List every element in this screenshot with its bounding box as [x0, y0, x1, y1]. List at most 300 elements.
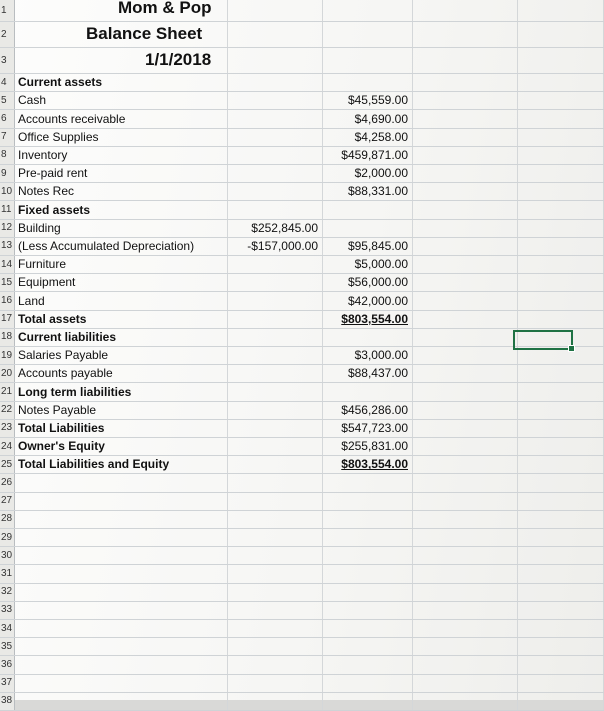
cell-a[interactable] — [15, 456, 228, 473]
balance-value: $5,000.00 — [354, 257, 408, 272]
cell-d[interactable] — [413, 456, 518, 473]
cell-c[interactable] — [323, 565, 413, 582]
cell-c[interactable] — [323, 22, 413, 47]
cell-c[interactable] — [323, 365, 413, 382]
row-header[interactable]: 33 — [0, 602, 15, 619]
sheet-row[interactable] — [0, 511, 604, 529]
row-header[interactable]: 1 — [0, 0, 15, 21]
fill-handle[interactable] — [568, 345, 575, 352]
cell-e[interactable] — [518, 74, 604, 91]
row-label: Furniture — [18, 257, 67, 272]
row-header[interactable]: 12 — [0, 220, 15, 237]
cell-d[interactable] — [413, 220, 518, 237]
cell-b[interactable] — [228, 92, 323, 109]
row-header[interactable]: 18 — [0, 329, 15, 346]
cell-c[interactable] — [323, 602, 413, 619]
sheet-row[interactable] — [0, 565, 604, 583]
cell-b[interactable] — [228, 238, 323, 255]
sheet-row[interactable] — [0, 220, 604, 238]
row-header[interactable]: 11 — [0, 201, 15, 218]
sheet-row[interactable] — [0, 420, 604, 438]
sheet-row[interactable] — [0, 675, 604, 693]
sheet-row[interactable] — [0, 438, 604, 456]
amount-value: $252,845.00 — [251, 220, 318, 235]
cell-b[interactable] — [228, 256, 323, 273]
cell-e[interactable] — [518, 48, 604, 73]
cell-b[interactable] — [228, 529, 323, 546]
row-header[interactable]: 19 — [0, 347, 15, 364]
cell-d[interactable] — [413, 0, 518, 21]
row-label: Current liabilities — [18, 329, 117, 344]
cell-c[interactable] — [323, 620, 413, 637]
cell-e[interactable] — [518, 0, 604, 21]
cell-d[interactable] — [413, 329, 518, 346]
sheet-row[interactable] — [0, 529, 604, 547]
cell-a[interactable] — [15, 220, 228, 237]
cell-b[interactable] — [228, 620, 323, 637]
row-header[interactable]: 4 — [0, 74, 15, 91]
cell-e[interactable] — [518, 165, 604, 182]
cell-b[interactable] — [228, 165, 323, 182]
sheet-row[interactable] — [0, 656, 604, 674]
cell-a[interactable] — [15, 529, 228, 546]
row-header[interactable]: 16 — [0, 292, 15, 309]
cell-a[interactable] — [15, 511, 228, 528]
cell-e[interactable] — [518, 201, 604, 218]
cell-c[interactable] — [323, 110, 413, 127]
cell-c[interactable] — [323, 347, 413, 364]
row-header[interactable]: 26 — [0, 474, 15, 491]
row-header[interactable]: 2 — [0, 22, 15, 47]
cell-d[interactable] — [413, 238, 518, 255]
cell-a[interactable] — [15, 201, 228, 218]
row-label: Fixed assets — [18, 202, 91, 217]
cell-b[interactable] — [228, 183, 323, 200]
balance-value: $2,000.00 — [354, 166, 408, 181]
row-header[interactable]: 23 — [0, 420, 15, 437]
cell-c[interactable] — [323, 474, 413, 491]
row-label: Notes Rec — [18, 184, 75, 199]
sheet-row[interactable] — [0, 256, 604, 274]
row-header[interactable]: 9 — [0, 165, 15, 182]
sheet-row[interactable] — [0, 238, 604, 256]
cell-e[interactable] — [518, 274, 604, 291]
balance-value: $95,845.00 — [347, 238, 408, 253]
cell-c[interactable] — [323, 129, 413, 146]
cell-d[interactable] — [413, 420, 518, 437]
balance-value: $255,831.00 — [341, 439, 408, 454]
cell-b[interactable] — [228, 129, 323, 146]
cell-e[interactable] — [518, 493, 604, 510]
cell-d[interactable] — [413, 620, 518, 637]
cell-d[interactable] — [413, 292, 518, 309]
cell-d[interactable] — [413, 493, 518, 510]
sheet-row[interactable] — [0, 547, 604, 565]
cell-c[interactable] — [323, 456, 413, 473]
cell-b[interactable] — [228, 638, 323, 655]
cell-c[interactable] — [323, 383, 413, 400]
cell-c[interactable] — [323, 0, 413, 21]
cell-e[interactable] — [518, 256, 604, 273]
cell-a[interactable] — [15, 420, 228, 437]
row-header[interactable]: 21 — [0, 383, 15, 400]
cell-a[interactable] — [15, 693, 228, 710]
cell-a[interactable] — [15, 147, 228, 164]
sheet-row[interactable] — [0, 693, 604, 711]
cell-d[interactable] — [413, 693, 518, 710]
cell-b[interactable] — [228, 693, 323, 710]
cell-c[interactable] — [323, 402, 413, 419]
cell-c[interactable] — [323, 74, 413, 91]
cell-b[interactable] — [228, 22, 323, 47]
balance-value: $459,871.00 — [341, 147, 408, 162]
row-header[interactable]: 25 — [0, 456, 15, 473]
row-label: Total assets — [18, 311, 87, 326]
row-header[interactable]: 38 — [0, 693, 15, 710]
balance-value: $456,286.00 — [341, 402, 408, 417]
cell-b[interactable] — [228, 292, 323, 309]
cell-a[interactable] — [15, 565, 228, 582]
cell-a[interactable] — [15, 74, 228, 91]
sheet-row[interactable] — [0, 456, 604, 474]
cell-e[interactable] — [518, 456, 604, 473]
cell-a[interactable] — [15, 22, 228, 47]
balance-value: $4,690.00 — [354, 111, 408, 126]
cell-e[interactable] — [518, 129, 604, 146]
row-label: Current assets — [18, 75, 103, 90]
cell-e[interactable] — [518, 474, 604, 491]
sheet-row[interactable] — [0, 493, 604, 511]
balance-value: $56,000.00 — [347, 275, 408, 290]
cell-a[interactable] — [15, 493, 228, 510]
row-label: Total Liabilities — [18, 420, 105, 435]
sheet-row[interactable] — [0, 92, 604, 110]
row-label: Accounts payable — [18, 366, 113, 381]
cell-c[interactable] — [323, 329, 413, 346]
cell-c[interactable] — [323, 493, 413, 510]
cell-d[interactable] — [413, 584, 518, 601]
cell-b[interactable] — [228, 584, 323, 601]
cell-d[interactable] — [413, 48, 518, 73]
row-header[interactable]: 13 — [0, 238, 15, 255]
cell-b[interactable] — [228, 311, 323, 328]
cell-b[interactable] — [228, 438, 323, 455]
cell-c[interactable] — [323, 256, 413, 273]
cell-a[interactable] — [15, 584, 228, 601]
cell-d[interactable] — [413, 602, 518, 619]
sheet-row[interactable] — [0, 365, 604, 383]
row-header[interactable]: 30 — [0, 547, 15, 564]
cell-a[interactable] — [15, 183, 228, 200]
sheet-title: 1/1/2018 — [145, 50, 212, 69]
amount-value: -$157,000.00 — [247, 238, 318, 253]
cell-b[interactable] — [228, 493, 323, 510]
cell-c[interactable] — [323, 547, 413, 564]
cell-a[interactable] — [15, 638, 228, 655]
row-label: Inventory — [18, 147, 68, 162]
cell-b[interactable] — [228, 383, 323, 400]
cell-b[interactable] — [228, 675, 323, 692]
cell-d[interactable] — [413, 274, 518, 291]
cell-b[interactable] — [228, 511, 323, 528]
row-header[interactable]: 29 — [0, 529, 15, 546]
cell-d[interactable] — [413, 402, 518, 419]
cell-c[interactable] — [323, 292, 413, 309]
cell-d[interactable] — [413, 183, 518, 200]
cell-a[interactable] — [15, 656, 228, 673]
cell-e[interactable] — [518, 656, 604, 673]
cell-e[interactable] — [518, 420, 604, 437]
cell-c[interactable] — [323, 511, 413, 528]
row-header[interactable]: 37 — [0, 675, 15, 692]
cell-a[interactable] — [15, 0, 228, 21]
cell-b[interactable] — [228, 656, 323, 673]
row-header[interactable]: 8 — [0, 147, 15, 164]
cell-c[interactable] — [323, 675, 413, 692]
cell-d[interactable] — [413, 74, 518, 91]
cell-d[interactable] — [413, 547, 518, 564]
cell-c[interactable] — [323, 201, 413, 218]
cell-b[interactable] — [228, 474, 323, 491]
cell-d[interactable] — [413, 129, 518, 146]
row-label: Long term liabilities — [18, 384, 132, 399]
sheet-row[interactable] — [0, 74, 604, 92]
row-header[interactable]: 6 — [0, 110, 15, 127]
sheet-row[interactable] — [0, 602, 604, 620]
cell-d[interactable] — [413, 347, 518, 364]
sheet-row[interactable] — [0, 0, 604, 22]
row-header[interactable]: 31 — [0, 565, 15, 582]
sheet-row[interactable] — [0, 147, 604, 165]
cell-c[interactable] — [323, 165, 413, 182]
cell-a[interactable] — [15, 474, 228, 491]
sheet-row[interactable] — [0, 311, 604, 329]
cell-a[interactable] — [15, 110, 228, 127]
cell-b[interactable] — [228, 220, 323, 237]
sheet-row[interactable] — [0, 383, 604, 401]
row-header[interactable]: 22 — [0, 402, 15, 419]
cell-b[interactable] — [228, 456, 323, 473]
sheet-row[interactable] — [0, 201, 604, 219]
cell-e[interactable] — [518, 220, 604, 237]
row-header[interactable]: 3 — [0, 48, 15, 73]
row-header[interactable]: 15 — [0, 274, 15, 291]
sheet-row[interactable] — [0, 165, 604, 183]
sheet-row[interactable] — [0, 110, 604, 128]
row-label: Pre-paid rent — [18, 166, 88, 181]
cell-c[interactable] — [323, 92, 413, 109]
cell-d[interactable] — [413, 22, 518, 47]
sheet-row[interactable] — [0, 402, 604, 420]
cell-b[interactable] — [228, 147, 323, 164]
cell-a[interactable] — [15, 292, 228, 309]
sheet-row[interactable] — [0, 22, 604, 48]
cell-b[interactable] — [228, 74, 323, 91]
cell-a[interactable] — [15, 256, 228, 273]
row-label: Equipment — [18, 275, 76, 290]
cell-b[interactable] — [228, 0, 323, 21]
active-cell-selection[interactable] — [513, 330, 573, 350]
row-label: Building — [18, 220, 61, 235]
cell-d[interactable] — [413, 474, 518, 491]
cell-e[interactable] — [518, 602, 604, 619]
cell-d[interactable] — [413, 201, 518, 218]
cell-c[interactable] — [323, 238, 413, 255]
row-label: Notes Payable — [18, 402, 97, 417]
cell-a[interactable] — [15, 620, 228, 637]
cell-e[interactable] — [518, 638, 604, 655]
cell-c[interactable] — [323, 638, 413, 655]
cell-d[interactable] — [413, 365, 518, 382]
cell-e[interactable] — [518, 438, 604, 455]
cell-e[interactable] — [518, 511, 604, 528]
cell-d[interactable] — [413, 565, 518, 582]
sheet-row[interactable] — [0, 129, 604, 147]
cell-d[interactable] — [413, 110, 518, 127]
balance-value: $3,000.00 — [354, 348, 408, 363]
cell-a[interactable] — [15, 274, 228, 291]
cell-a[interactable] — [15, 675, 228, 692]
row-label: Total Liabilities and Equity — [18, 457, 170, 472]
row-header[interactable]: 14 — [0, 256, 15, 273]
row-label: Office Supplies — [18, 129, 99, 144]
sheet-row[interactable] — [0, 638, 604, 656]
cell-e[interactable] — [518, 22, 604, 47]
cell-d[interactable] — [413, 675, 518, 692]
row-header[interactable]: 5 — [0, 92, 15, 109]
cell-c[interactable] — [323, 438, 413, 455]
sheet-row[interactable] — [0, 183, 604, 201]
cell-e[interactable] — [518, 547, 604, 564]
cell-e[interactable] — [518, 402, 604, 419]
row-header[interactable]: 7 — [0, 129, 15, 146]
balance-value: $803,554.00 — [341, 311, 408, 326]
cell-e[interactable] — [518, 383, 604, 400]
cell-b[interactable] — [228, 420, 323, 437]
cell-b[interactable] — [228, 110, 323, 127]
row-label: Land — [18, 293, 45, 308]
cell-a[interactable] — [15, 311, 228, 328]
cell-d[interactable] — [413, 92, 518, 109]
cell-b[interactable] — [228, 347, 323, 364]
cell-a[interactable] — [15, 238, 228, 255]
cell-d[interactable] — [413, 383, 518, 400]
cell-a[interactable] — [15, 92, 228, 109]
cell-a[interactable] — [15, 165, 228, 182]
cell-a[interactable] — [15, 347, 228, 364]
cell-e[interactable] — [518, 620, 604, 637]
cell-c[interactable] — [323, 220, 413, 237]
cell-a[interactable] — [15, 365, 228, 382]
row-header[interactable]: 27 — [0, 493, 15, 510]
balance-value: $88,437.00 — [347, 366, 408, 381]
row-header[interactable]: 36 — [0, 656, 15, 673]
cell-e[interactable] — [518, 292, 604, 309]
row-header[interactable]: 17 — [0, 311, 15, 328]
row-header[interactable]: 28 — [0, 511, 15, 528]
cell-a[interactable] — [15, 48, 228, 73]
cell-c[interactable] — [323, 656, 413, 673]
cell-c[interactable] — [323, 693, 413, 710]
sheet-row[interactable] — [0, 474, 604, 492]
cell-a[interactable] — [15, 329, 228, 346]
cell-e[interactable] — [518, 529, 604, 546]
cell-e[interactable] — [518, 311, 604, 328]
row-label: Accounts receivable — [18, 111, 126, 126]
cell-e[interactable] — [518, 147, 604, 164]
cell-b[interactable] — [228, 547, 323, 564]
sheet-row[interactable] — [0, 620, 604, 638]
cell-e[interactable] — [518, 365, 604, 382]
row-header[interactable]: 32 — [0, 584, 15, 601]
row-label: (Less Accumulated Depreciation) — [18, 238, 195, 253]
cell-a[interactable] — [15, 547, 228, 564]
sheet-row[interactable] — [0, 48, 604, 74]
cell-c[interactable] — [323, 183, 413, 200]
cell-e[interactable] — [518, 183, 604, 200]
cell-e[interactable] — [518, 675, 604, 692]
cell-e[interactable] — [518, 238, 604, 255]
row-header[interactable]: 34 — [0, 620, 15, 637]
cell-e[interactable] — [518, 584, 604, 601]
cell-c[interactable] — [323, 420, 413, 437]
cell-b[interactable] — [228, 274, 323, 291]
row-header[interactable]: 20 — [0, 365, 15, 382]
cell-c[interactable] — [323, 584, 413, 601]
cell-d[interactable] — [413, 311, 518, 328]
cell-a[interactable] — [15, 129, 228, 146]
cell-d[interactable] — [413, 656, 518, 673]
cell-c[interactable] — [323, 311, 413, 328]
cell-e[interactable] — [518, 693, 604, 710]
cell-d[interactable] — [413, 511, 518, 528]
cell-c[interactable] — [323, 274, 413, 291]
sheet-title: Balance Sheet — [86, 24, 203, 43]
row-header[interactable]: 10 — [0, 183, 15, 200]
cell-b[interactable] — [228, 602, 323, 619]
cell-b[interactable] — [228, 48, 323, 73]
sheet-row[interactable] — [0, 292, 604, 310]
row-header[interactable]: 35 — [0, 638, 15, 655]
cell-a[interactable] — [15, 402, 228, 419]
cell-e[interactable] — [518, 110, 604, 127]
cell-d[interactable] — [413, 529, 518, 546]
sheet-row[interactable] — [0, 584, 604, 602]
cell-a[interactable] — [15, 438, 228, 455]
cell-b[interactable] — [228, 201, 323, 218]
cell-c[interactable] — [323, 48, 413, 73]
balance-value: $547,723.00 — [341, 420, 408, 435]
cell-b[interactable] — [228, 402, 323, 419]
cell-d[interactable] — [413, 165, 518, 182]
sheet-row[interactable] — [0, 274, 604, 292]
cell-b[interactable] — [228, 365, 323, 382]
row-header[interactable]: 24 — [0, 438, 15, 455]
cell-d[interactable] — [413, 638, 518, 655]
cell-d[interactable] — [413, 256, 518, 273]
cell-b[interactable] — [228, 565, 323, 582]
cell-e[interactable] — [518, 92, 604, 109]
cell-e[interactable] — [518, 565, 604, 582]
cell-a[interactable] — [15, 383, 228, 400]
balance-value: $88,331.00 — [347, 184, 408, 199]
cell-d[interactable] — [413, 438, 518, 455]
cell-b[interactable] — [228, 329, 323, 346]
cell-c[interactable] — [323, 147, 413, 164]
cell-c[interactable] — [323, 529, 413, 546]
cell-a[interactable] — [15, 602, 228, 619]
cell-d[interactable] — [413, 147, 518, 164]
